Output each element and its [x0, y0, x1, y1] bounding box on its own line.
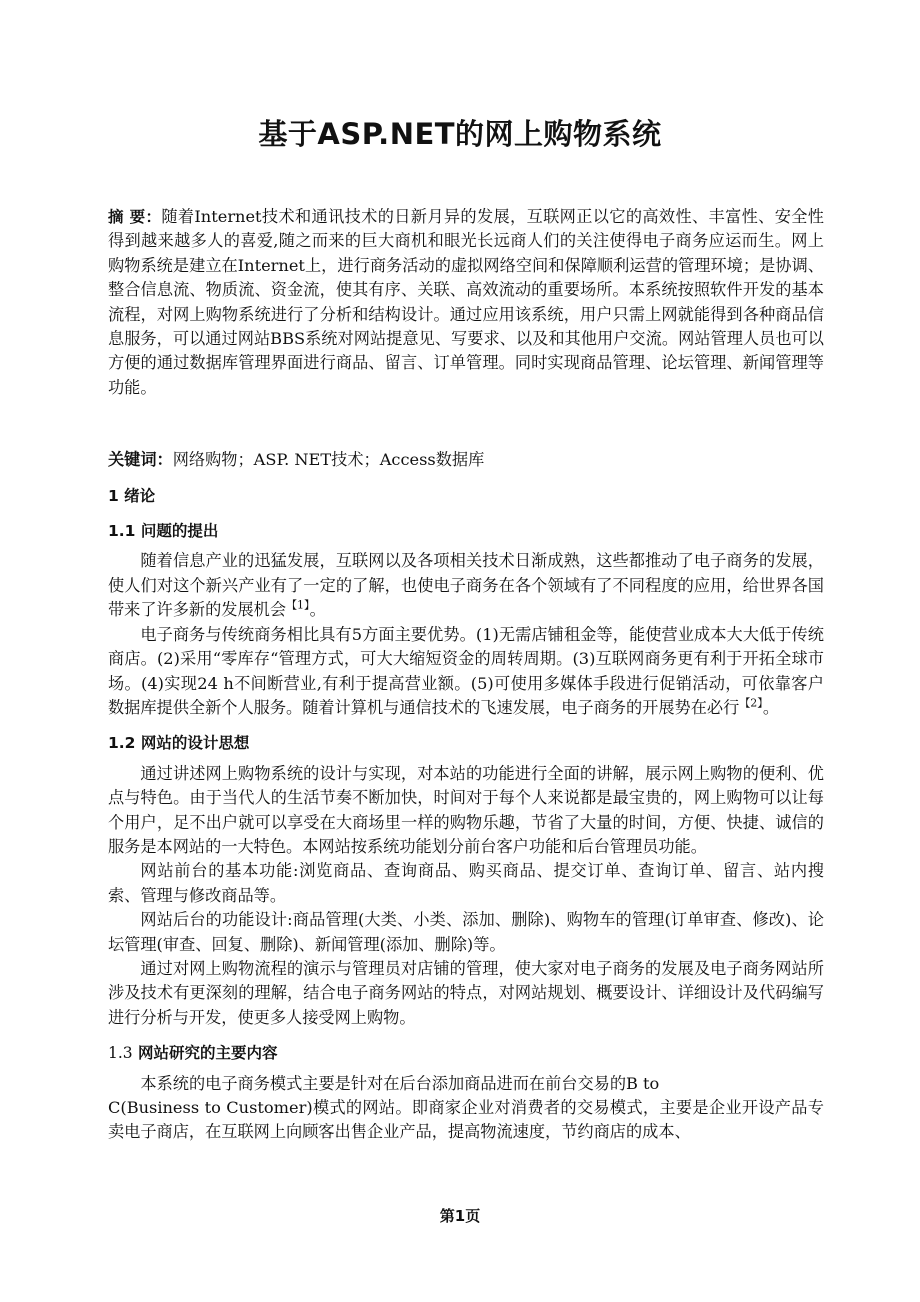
section-1-1-paragraph-2: [108, 623, 824, 721]
section-1-3-number: 1.3: [108, 1044, 133, 1063]
paragraph-end: 。: [309, 600, 326, 620]
paragraph-end: 。: [762, 697, 779, 717]
section-1-3-paragraph-1-line-1: 本系统的电子商务模式主要是针对在后台添加商品进而在前台交易的B to: [140, 1073, 660, 1093]
section-1-1-paragraph-1: [108, 549, 824, 622]
page-number: 第1页: [439, 1207, 481, 1225]
reference-1: 【1】: [286, 598, 310, 612]
abstract-paragraph: [108, 205, 824, 400]
section-1-2-paragraph-1: 通过讲述网上购物系统的设计与实现，对本站的功能进行全面的讲解，展示网上购物的便利、优点与特色。由于当代人的生活节奏不断加快，时间对于每个人来说都是最宝贵的，网上购物可以让每个用户，足不出户就可以享受在大商场里一样的购物乐趣，节省了大量的时间，方便、快捷、诚信的服务是本网站的一大特色。本网站按系统功能划分前台客户功能和后台管理员功能。: [108, 763, 824, 856]
keywords-line: [108, 448, 824, 472]
section-1-1-heading: 1.1 问题的提出: [108, 522, 219, 541]
section-1-2-heading: 1.2 网站的设计思想: [108, 734, 250, 753]
section-1-heading: 1 绪论: [108, 486, 156, 505]
document-body: [108, 205, 824, 1145]
section-1-2-paragraph-3: 网站后台的功能设计:商品管理(大类、小类、添加、删除)、购物车的管理(订单审查、修改)、论坛管理(审查、回复、删除)、新闻管理(添加、删除)等。: [108, 910, 824, 954]
paragraph-text: 电子商务与传统商务相比具有5方面主要优势。(1)无需店铺租金等，能使营业成本大大低于传统商店。(2)采用“零库存“管理方式，可大大缩短资金的周转周期。(3)互联网商务更有利于开拓全球市场。(4)实现24 h不间断营业,有利于提高营业额。(5)可使用多媒体手段进行促销活动，可依靠客户数据库提供全新个人服务。随着计算机与通信技术的飞速发展，电子商务的开展势在必行: [108, 624, 824, 717]
keywords-label: 关键词：: [108, 450, 173, 470]
section-1-2-paragraph-4: 通过对网上购物流程的演示与管理员对店铺的管理，使大家对电子商务的发展及电子商务网站所涉及技术有更深刻的理解，结合电子商务网站的特点，对网站规划、概要设计、详细设计及代码编写进行分析与开发，使更多人接受网上购物。: [108, 958, 824, 1027]
section-1-2-paragraph-2: 网站前台的基本功能:浏览商品、查询商品、购买商品、提交订单、查询订单、留言、站内搜索、管理与修改商品等。: [108, 861, 824, 905]
abstract-text: 随着Internet技术和通讯技术的日新月异的发展，互联网正以它的高效性、丰富性、安全性得到越来越多人的喜爱,随之而来的巨大商机和眼光长远商人们的关注使得电子商务应运而生。网上购物系统是建立在Internet上，进行商务活动的虚拟网络空间和保障顺利运营的管理环境；是协调、整合信息流、物质流、资金流，使其有序、关联、高效流动的重要场所。本系统按照软件开发的基本流程，对网上购物系统进行了分析和结构设计。通过应用该系统，用户只需上网就能得到各种商品信息服务，可以通过网站BBS系统对网站提意见、写要求、以及和其他用户交流。网站管理人员也可以方便的通过数据库管理界面进行商品、留言、订单管理。同时实现商品管理、论坛管理、新闻管理等功能。: [108, 207, 824, 397]
reference-2: 【2】: [739, 696, 763, 710]
document-title: 基于ASP.NET的网上购物系统: [258, 117, 662, 151]
abstract-label: 摘 要：: [108, 208, 162, 226]
section-1-3-heading: [108, 1041, 824, 1065]
paragraph-text: 随着信息产业的迅猛发展，互联网以及各项相关技术日渐成熟，这些都推动了电子商务的发展，使人们对这个新兴产业有了一定的了解，也使电子商务在各个领域有了不同程度的应用，给世界各国带来了许多新的发展机会: [108, 551, 824, 620]
section-1-3-paragraph-1-rest: C(Business to Customer)模式的网站。即商家企业对消费者的交易模式，主要是企业开设产品专卖电子商店，在互联网上向顾客出售企业产品，提高物流速度，节约商店的成本、: [108, 1098, 824, 1142]
keywords-text: 网络购物；ASP. NET技术；Access数据库: [172, 450, 485, 470]
section-1-3-title: 网站研究的主要内容: [132, 1044, 278, 1063]
